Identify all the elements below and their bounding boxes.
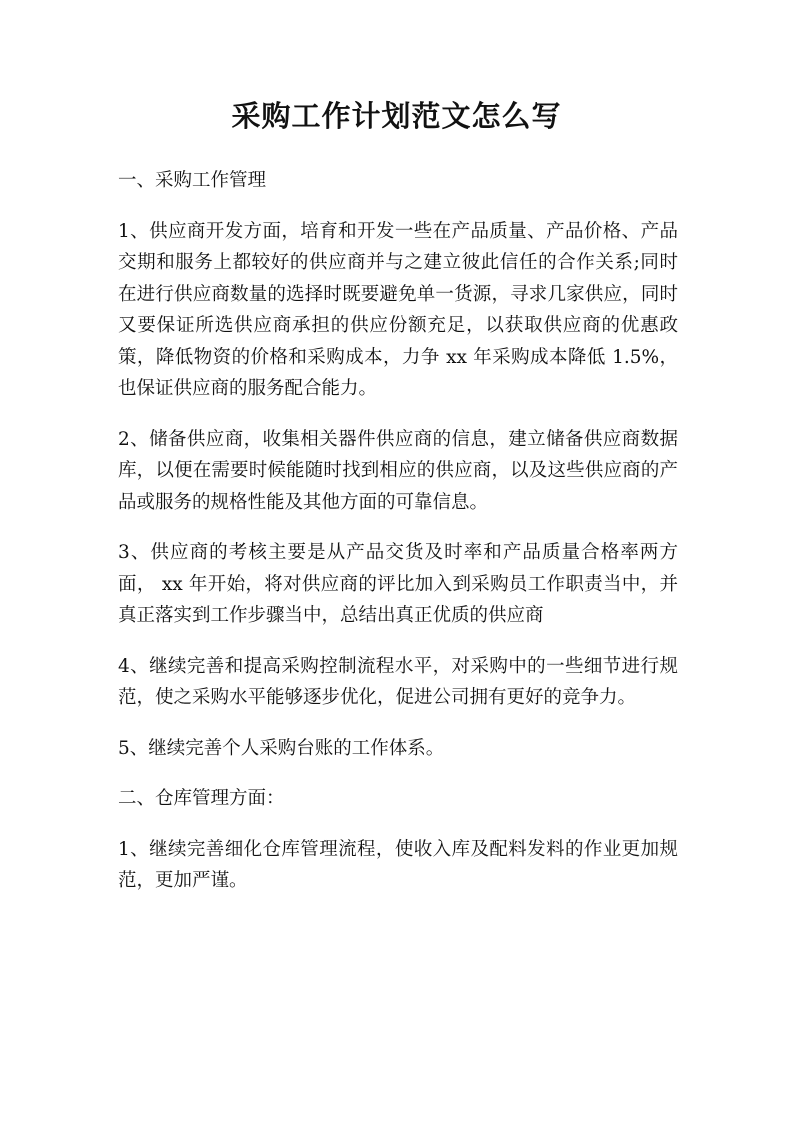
paragraph-supplier-development: 1、供应商开发方面，培育和开发一些在产品质量、产品价格、产品交期和服务上都较好的供应商并与之建立彼此信任的合作关系;同时在进行供应商数量的选择时既要避免单一货源，寻求几家供应，同时又要保证所选供应商承担的供应份额充足，以获取供应商的优惠政策，降低物资的价格和采购成本，力争 xx 年采购成本降低 1.5%，也保证供应商的服务配合能力。 bbox=[118, 220, 678, 399]
paragraph-supplier-assessment: 3、供应商的考核主要是从产品交货及时率和产品质量合格率两方面， xx 年开始，将对供应商的评比加入到采购员工作职责当中，并真正落实到工作步骤当中，总结出真正优质的供应商 bbox=[118, 542, 678, 626]
paragraph-process-improvement: 4、继续完善和提高采购控制流程水平，对采购中的一些细节进行规范，使之采购水平能够逐步优化，促进公司拥有更好的竞争力。 bbox=[118, 655, 678, 708]
section-heading-warehouse: 二、仓库管理方面： bbox=[118, 788, 285, 809]
paragraph-warehouse-process: 1、继续完善细化仓库管理流程，使收入库及配料发料的作业更加规范，更加严谨。 bbox=[118, 838, 678, 891]
document-body bbox=[118, 165, 678, 916]
document-title: 采购工作计划范文怎么写 bbox=[231, 99, 562, 133]
paragraph-ledger-system: 5、继续完善个人采购台账的工作体系。 bbox=[118, 737, 445, 759]
section-heading-procurement: 一、采购工作管理 bbox=[118, 170, 267, 191]
paragraph-reserve-suppliers: 2、储备供应商，收集相关器件供应商的信息，建立储备供应商数据库，以便在需要时候能随时找到相应的供应商，以及这些供应商的产品或服务的规格性能及其他方面的可靠信息。 bbox=[118, 428, 678, 513]
